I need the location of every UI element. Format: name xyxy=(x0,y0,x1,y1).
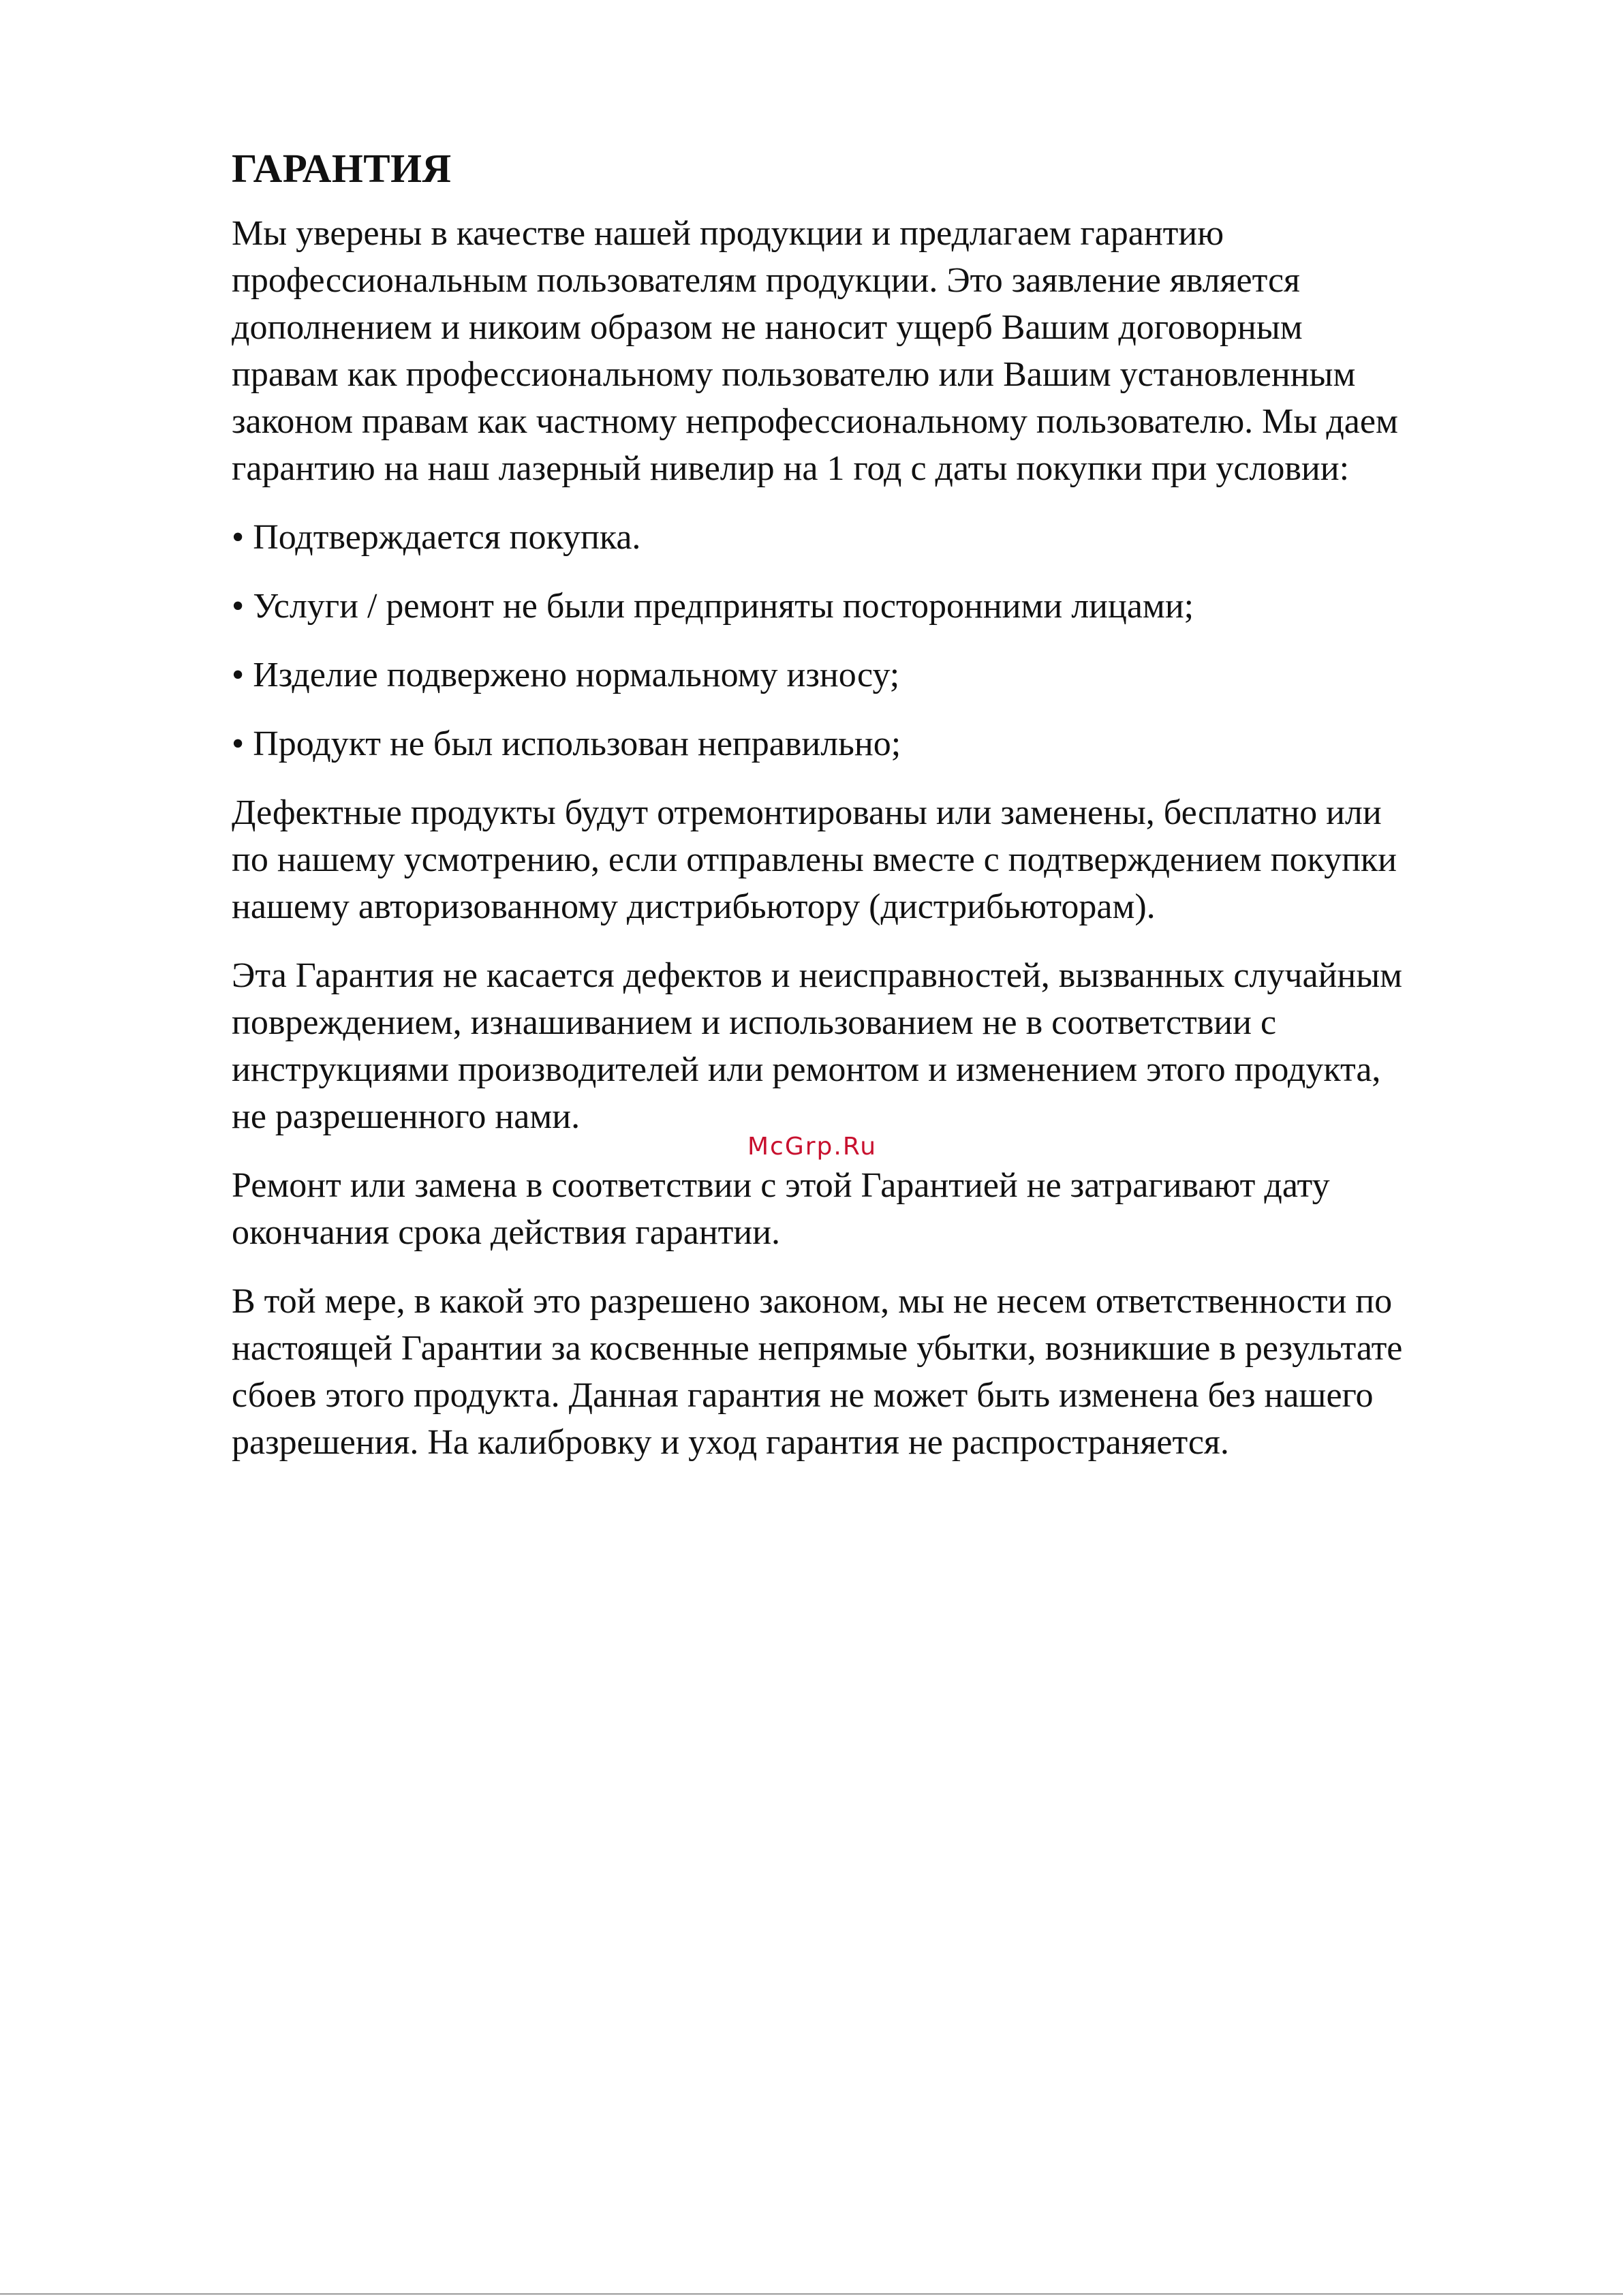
intro-paragraph xyxy=(232,210,1526,492)
text-line: настоящей Гарантии за косвенные непрямые убытки, возникшие в результате xyxy=(232,1329,1403,1368)
condition-item: • Услуги / ремонт не были предприняты посторонними лицами; xyxy=(232,587,1194,626)
text-line: окончания срока действия гарантии. xyxy=(232,1213,781,1252)
defects-paragraph xyxy=(232,789,1526,930)
text-line: Эта Гарантия не касается дефектов и неисправностей, вызванных случайным xyxy=(232,956,1403,995)
text-line: разрешения. На калибровку и уход гарантия не распространяется. xyxy=(232,1423,1229,1462)
condition-item: • Подтверждается покупка. xyxy=(232,518,641,557)
text-line: гарантию на наш лазерный нивелир на 1 год с даты покупки при условии: xyxy=(232,449,1350,488)
text-line: правам как профессиональному пользователю или Вашим установленным xyxy=(232,355,1356,394)
text-line: Ремонт или замена в соответствии с этой Гарантией не затрагивают дату xyxy=(232,1166,1330,1205)
text-line: Мы уверены в качестве нашей продукции и предлагаем гарантию xyxy=(232,214,1224,253)
text-line: В той мере, в какой это разрешено законом, мы не несем ответственности по xyxy=(232,1282,1393,1321)
text-line: не разрешенного нами. xyxy=(232,1097,581,1136)
text-line: законом правам как частному непрофессиональному пользователю. Мы даем xyxy=(232,402,1398,441)
watermark-text: McGrp.Ru xyxy=(747,1133,878,1161)
repair-paragraph xyxy=(232,1162,1526,1256)
text-line: по нашему усмотрению, если отправлены вместе с подтверждением покупки xyxy=(232,840,1397,879)
text-line: нашему авторизованному дистрибьютору (дистрибьюторам). xyxy=(232,887,1156,926)
condition-item: • Изделие подвержено нормальному износу; xyxy=(232,656,900,694)
condition-item: • Продукт не был использован неправильно; xyxy=(232,724,901,763)
text-line: инструкциями производителей или ремонтом и изменением этого продукта, xyxy=(232,1050,1381,1089)
page-bottom-rule xyxy=(0,2293,1623,2295)
text-line: дополнением и никоим образом не наносит ущерб Вашим договорным xyxy=(232,308,1303,347)
text-line: повреждением, изнашиванием и использованием не в соответствии с xyxy=(232,1003,1277,1042)
text-line: Дефектные продукты будут отремонтированы или заменены, бесплатно или xyxy=(232,793,1382,832)
exclusions-paragraph xyxy=(232,952,1526,1140)
page-title: ГАРАНТИЯ xyxy=(232,146,452,191)
warranty-section xyxy=(232,144,1526,1488)
liability-paragraph xyxy=(232,1278,1526,1466)
text-line: профессиональным пользователям продукции. Это заявление является xyxy=(232,261,1300,300)
text-line: сбоев этого продукта. Данная гарантия не может быть изменена без нашего xyxy=(232,1376,1374,1415)
